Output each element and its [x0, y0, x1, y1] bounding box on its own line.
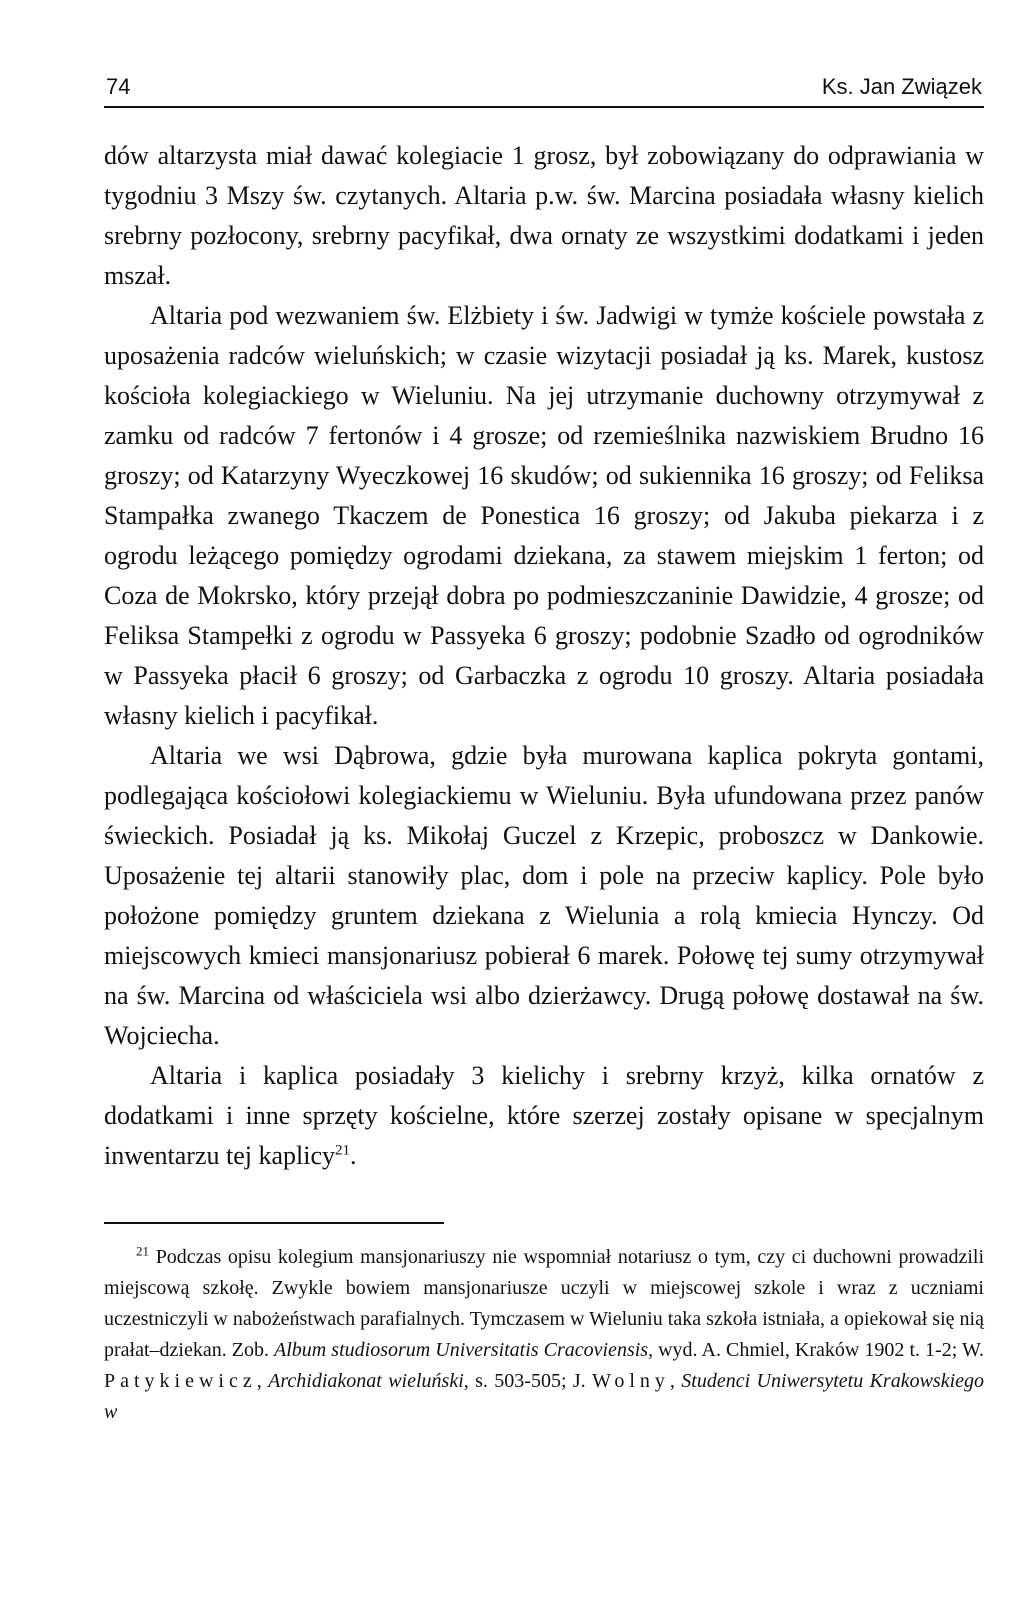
footnote-text-3: ,	[256, 1370, 269, 1392]
footnote-title-album: Album studiosorum Universitatis Cracoviensis,	[274, 1339, 654, 1361]
footnote-number: 21	[136, 1243, 149, 1259]
paragraph-3: Altaria we wsi Dąbrowa, gdzie była murowana kaplica pokryta gontami, podlegająca kościołowi kolegiackiemu w Wieluniu. Była ufundowana przez panów świeckich. Posiadał ją ks. Mikołaj Guczel z Krzepic, proboszcz w Dankowie. Uposażenie tej altarii stanowiły plac, dom i pole na przeciw kaplicy. Pole było położone pomiędzy gruntem dziekana z Wielunia a rolą kmiecia Hynczy. Od miejscowych kmieci mansjonariusz pobierał 6 marek. Połowę tej sumy otrzymywał na św. Marcina od właściciela wsi albo dzierżawcy. Drugą połowę dostawał na św. Wojciecha.	[104, 741, 984, 1050]
paragraph-4	[104, 1056, 984, 1176]
paragraph-1: dów altarzysta miał dawać kolegiacie 1 grosz, był zobowiązany do odprawiania w tygodniu 3 Mszy św. czytanych. Altaria p.w. św. Marcina posiadała własny kielich srebrny pozłocony, srebrny pacyfikał, dwa ornaty ze wszystkimi dodatkami i jeden mszał.	[104, 141, 984, 290]
footnote-divider	[104, 1222, 444, 1224]
footnote-21	[104, 1242, 984, 1428]
footnote-text-5: ,	[669, 1370, 682, 1392]
running-author: Ks. Jan Związek	[821, 74, 982, 99]
paragraph-2: Altaria pod wezwaniem św. Elżbiety i św. Jadwigi w tymże kościele powstała z uposażenia radców wieluńskich; w czasie wizytacji posiadał ją ks. Marek, kustosz kościoła kolegiackiego w Wieluniu. Na jej utrzymanie duchowny otrzymywał z zamku od radców 7 fertonów i 4 grosze; od rzemieślnika nazwiskiem Brudno 16 groszy; od Katarzyny Wyeczkowej 16 skudów; od sukiennika 16 groszy; od Feliksa Stampałka zwanego Tkaczem de Ponestica 16 groszy; od Jakuba piekarza i z ogrodu leżącego pomiędzy ogrodami dziekana, za stawem miejskim 1 ferton; od Coza de Mokrsko, który przejął dobra po podmieszczaninie Dawidzie, 4 grosze; od Feliksa Stampełki z ogrodu w Passyeka 6 groszy; podobnie Szadło od ogrodników w Passyeka płacił 6 groszy; od Garbaczka z ogrodu 10 groszy. Altaria posiadała własny kielich i pacyfikał.	[104, 301, 984, 730]
footnote-title-archidiakonat: Archidiakonat wieluński,	[268, 1370, 469, 1392]
footnote-text-4: s. 503-505; J.	[468, 1370, 593, 1392]
footnote-reference: 21	[335, 1142, 351, 1159]
running-header	[104, 72, 984, 108]
main-text	[104, 136, 984, 1176]
footnote-author-wolny: Wolny	[592, 1370, 670, 1392]
footnote-text-2: wyd. A. Chmiel, Kraków 1902 t. 1-2; W.	[653, 1339, 984, 1361]
paragraph-4-text: Altaria i kaplica posiadały 3 kielichy i srebrny krzyż, kilka ornatów z dodatkami i inne sprzęty kościelne, które szerzej zostały opisane w specjalnym inwentarzu tej kaplicy	[104, 1061, 984, 1170]
footnote-text-1: Podczas opisu kolegium mansjonariuszy nie wspomniał notariusz o tym, czy ci duchowni prowadzili miejscową szkołę. Zwykle bowiem mansjonariusze uczyli w miejscowej szkole i wraz z uczniami uczestniczyli w nabożeństwach parafialnych. Tymczasem w Wieluniu taka szkoła istniała, a opiekował się nią prałat–dziekan. Zob.	[104, 1246, 984, 1361]
footnote-author-patykiewicz: Patykiewicz	[104, 1370, 257, 1392]
paragraph-4-end: .	[350, 1141, 357, 1170]
book-page	[104, 72, 984, 1572]
footnote-title-studenci: Studenci Uniwersytetu Krakowskiego w	[104, 1370, 985, 1423]
page-number: 74	[106, 74, 131, 99]
